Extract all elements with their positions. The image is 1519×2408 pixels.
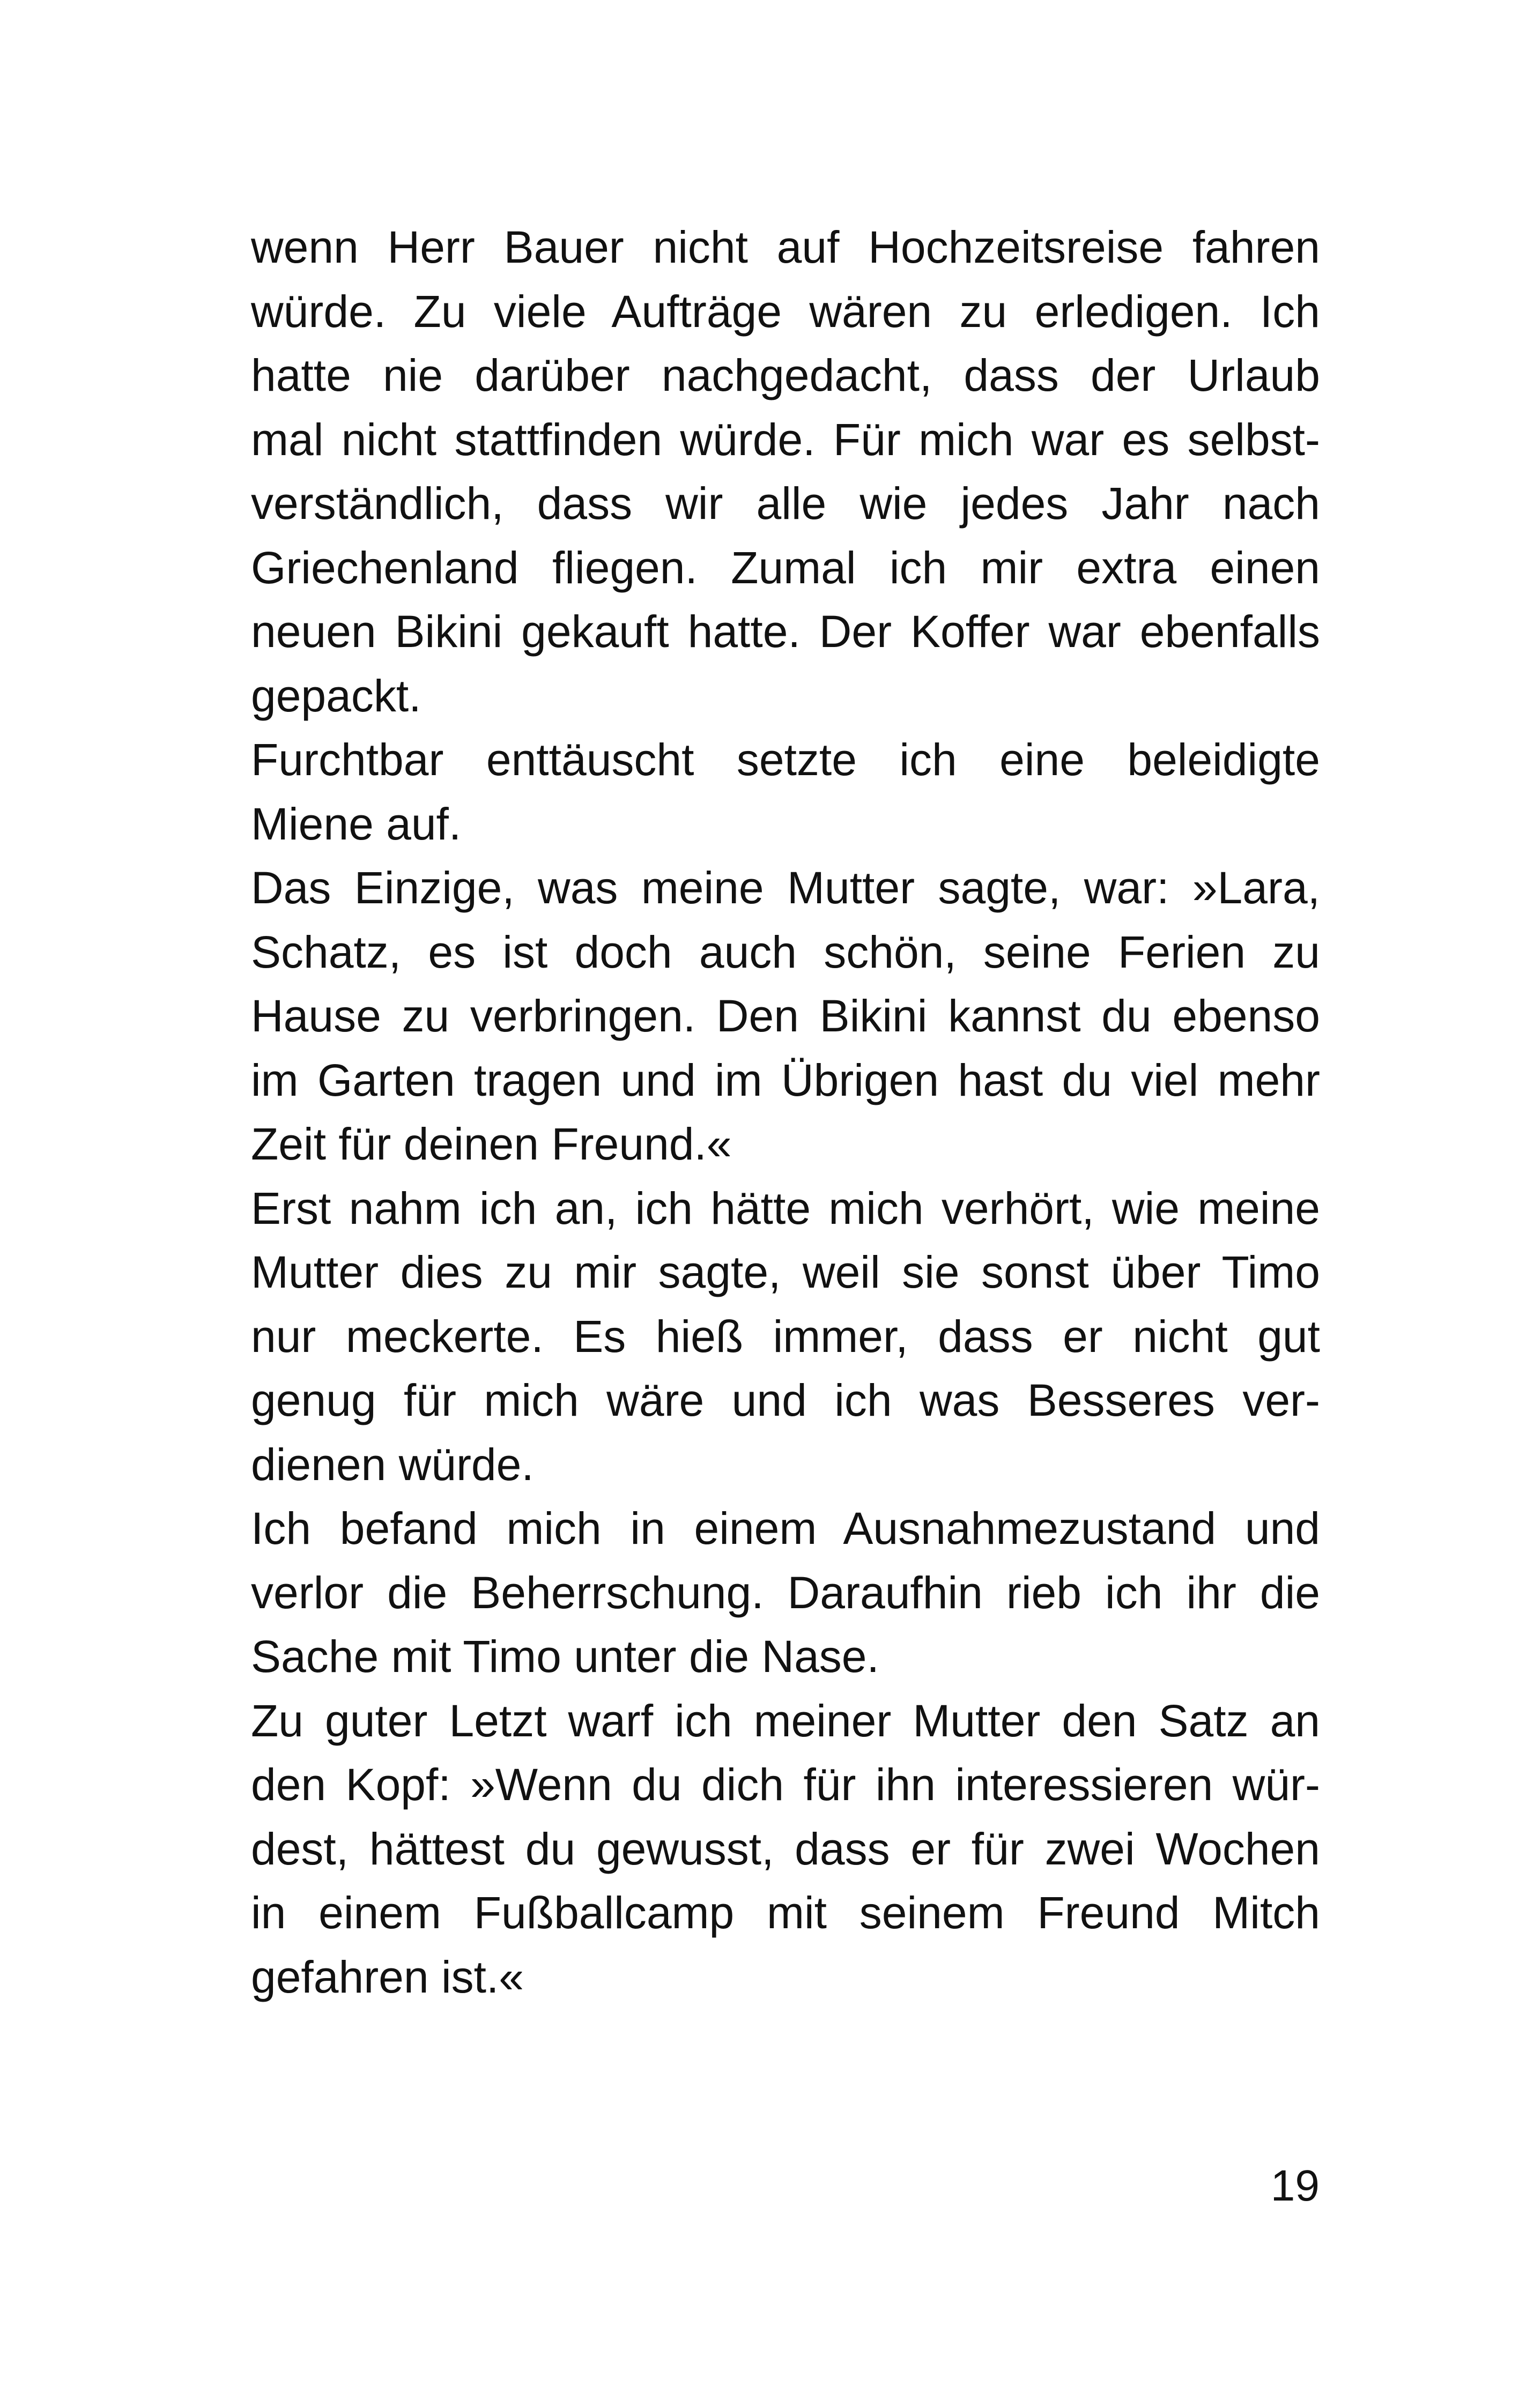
text-line: verständlich, dass wir alle wie jedes Jahr nach — [251, 478, 1320, 529]
text-line: Erst nahm ich an, ich hätte mich verhört, wie meine — [251, 1183, 1320, 1233]
text-line: dest, hättest du gewusst, dass er für zwei Wochen — [251, 1823, 1320, 1874]
text-line: Ich befand mich in einem Ausnahmezustand und — [251, 1503, 1320, 1554]
text-line: Miene auf. — [251, 798, 462, 849]
text-line: wenn Herr Bauer nicht auf Hochzeitsreise fahren — [251, 222, 1320, 272]
text-line: Furchtbar enttäuscht setzte ich eine beleidigte — [251, 734, 1320, 785]
text-line: Griechenland fliegen. Zumal ich mir extra einen — [251, 542, 1320, 593]
text-line: würde. Zu viele Aufträge wären zu erledigen. Ich — [251, 286, 1320, 337]
text-line: den Kopf: »Wenn du dich für ihn interessieren wür- — [251, 1759, 1320, 1810]
text-line: gepackt. — [251, 670, 421, 721]
text-line: Zeit für deinen Freund.« — [251, 1119, 732, 1169]
text-line: im Garten tragen und im Übrigen hast du viel mehr — [251, 1054, 1320, 1105]
text-line: Hause zu verbringen. Den Bikini kannst du ebenso — [251, 991, 1320, 1041]
body-text — [251, 215, 1320, 2009]
text-line: Das Einzige, was meine Mutter sagte, war: »Lara, — [251, 863, 1320, 913]
text-line: hatte nie darüber nachgedacht, dass der Urlaub — [251, 350, 1320, 400]
text-line: Schatz, es ist doch auch schön, seine Ferien zu — [251, 926, 1320, 977]
text-line: neuen Bikini gekauft hatte. Der Koffer war ebenfalls — [251, 606, 1320, 657]
text-line: mal nicht stattfinden würde. Für mich war es selbst- — [251, 414, 1320, 465]
text-line: Sache mit Timo unter die Nase. — [251, 1631, 879, 1682]
text-line: genug für mich wäre und ich was Besseres ver- — [251, 1375, 1320, 1425]
text-line: in einem Fußballcamp mit seinem Freund Mitch — [251, 1887, 1320, 1938]
text-line: dienen würde. — [251, 1439, 534, 1490]
page-number: 19 — [1270, 2161, 1320, 2210]
text-line: nur meckerte. Es hieß immer, dass er nicht gut — [251, 1311, 1320, 1362]
text-line: gefahren ist.« — [251, 1951, 524, 2002]
text-line: Zu guter Letzt warf ich meiner Mutter den Satz an — [251, 1695, 1320, 1746]
text-line: verlor die Beherrschung. Daraufhin rieb ich ihr die — [251, 1567, 1320, 1618]
text-line: Mutter dies zu mir sagte, weil sie sonst über Timo — [251, 1247, 1320, 1297]
